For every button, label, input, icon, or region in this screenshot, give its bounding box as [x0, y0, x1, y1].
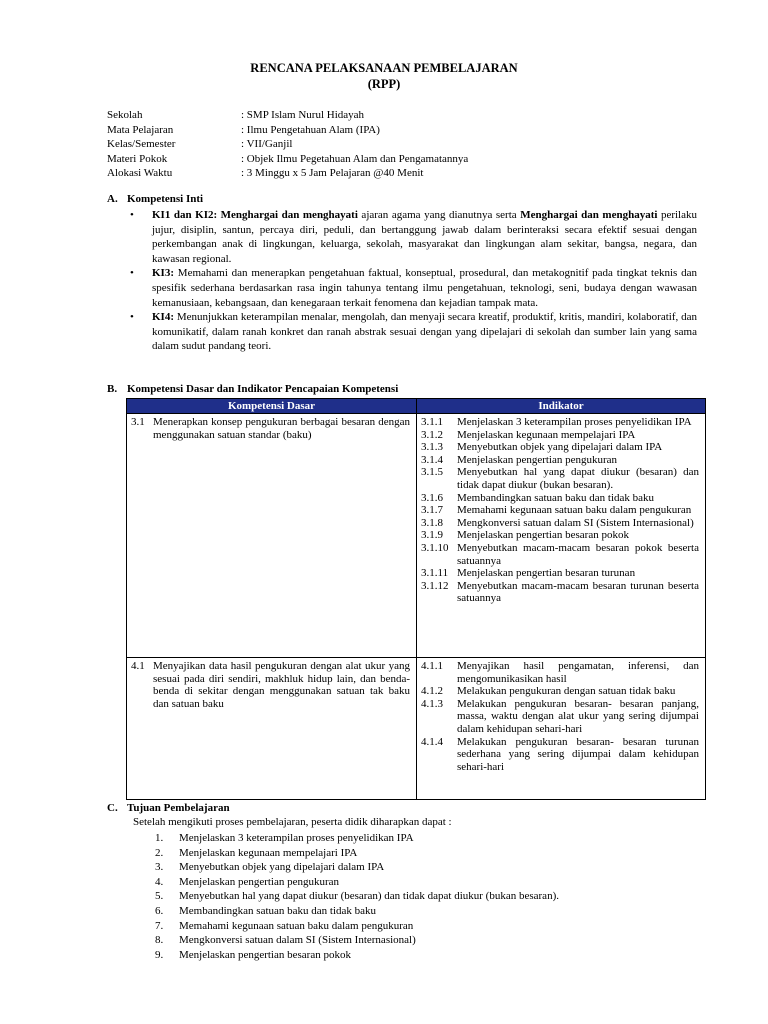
indicator-item [421, 542, 699, 567]
info-label: Sekolah [107, 109, 143, 121]
item-text: Menjelaskan kegunaan mempelajari IPA [179, 846, 358, 859]
indicator-item [421, 529, 699, 542]
ki-text: perilaku jujur, disiplin, santun, percaya diri, peduli, dan bertanggung jawab dalam berinteraksi secara efektif sesuai dengan perkembangan anak di lingkungan, keluarga, sekolah, masyarakat dan lingkungan alam sekitar, bangsa, negara, dan kawasan regional. [152, 209, 697, 265]
title-line-2: (RPP) [367, 77, 401, 91]
indicator-text: Menyebutkan macam-macam besaran pokok beserta satuannya [457, 541, 699, 567]
indicator-number: 3.1.11 [421, 567, 449, 580]
section-c-heading [107, 802, 230, 814]
kd-text: Menyajikan data hasil pengukuran dengan alat ukur yang sesuai pada diri sendiri, makhluk hidup lain, dan benda-benda di sekitar dengan menggunakan satuan tak baku dan satuan baku [153, 660, 410, 710]
document-title [0, 60, 768, 92]
item-text: Menjelaskan pengertian besaran pokok [179, 948, 351, 961]
kd-item [131, 416, 410, 441]
indicator-item [421, 567, 699, 580]
info-row [107, 123, 468, 138]
indicator-number: 3.1.3 [421, 441, 443, 454]
indicator-item [421, 517, 699, 530]
list-item [155, 933, 559, 948]
kd-number: 4.1 [131, 660, 145, 672]
indicator-item [421, 441, 699, 454]
indicator-number: 3.1.4 [421, 453, 443, 466]
indicator-number: 3.1.10 [421, 541, 449, 554]
item-number: 8. [155, 934, 164, 947]
item-text: Menjelaskan 3 keterampilan proses penyelidikan IPA [179, 832, 414, 844]
bullet-icon: • [130, 311, 134, 324]
indicator-number: 3.1.2 [421, 428, 443, 441]
ki-emphasis: Menghargai dan menghayati [520, 209, 658, 221]
kompetensi-inti-list [130, 208, 697, 354]
indicator-number: 4.1.2 [421, 685, 443, 698]
ki-text: ajaran agama yang dianutnya serta [357, 209, 521, 221]
indicator-number: 3.1.7 [421, 504, 443, 517]
indicator-item [421, 492, 699, 505]
ki-label: KI4: [152, 311, 174, 324]
item-number: 3. [155, 861, 164, 874]
indicator-number: 3.1.9 [421, 529, 443, 542]
table-header-row [127, 399, 706, 414]
item-number: 1. [155, 832, 164, 844]
item-number: 7. [155, 919, 164, 932]
section-number: C. [107, 802, 118, 814]
section-number: B. [107, 383, 118, 395]
indicator-text: Melakukan pengukuran dengan satuan tidak baku [457, 685, 676, 698]
list-item [155, 846, 559, 861]
info-row [107, 166, 468, 181]
indicator-text: Menjelaskan pengertian besaran turunan [457, 567, 636, 580]
column-header-indikator: Indikator [417, 399, 706, 414]
item-text: Menyebutkan objek yang dipelajari dalam IPA [179, 861, 385, 874]
indicator-text: Mengkonversi satuan dalam SI (Sistem Internasional) [457, 516, 694, 529]
item-number: 5. [155, 890, 164, 903]
indicator-item [421, 416, 699, 429]
indicator-number: 4.1.4 [421, 735, 443, 748]
indicator-cell [417, 658, 706, 800]
section-a-heading [107, 193, 203, 205]
info-value: : Objek Ilmu Pegetahuan Alam dan Pengamatannya [241, 152, 469, 165]
indicator-item [421, 580, 699, 605]
kd-item [131, 660, 410, 710]
indicator-text: Membandingkan satuan baku dan tidak baku [457, 491, 655, 504]
list-item [155, 904, 559, 919]
indicator-item [421, 466, 699, 491]
indicator-number: 3.1.5 [421, 466, 443, 479]
item-text: Menjelaskan pengertian pengukuran [179, 875, 340, 888]
item-text: Mengkonversi satuan dalam SI (Sistem Internasional) [179, 934, 416, 947]
item-number: 2. [155, 846, 164, 859]
bullet-icon: • [130, 209, 134, 221]
list-item [130, 208, 697, 266]
ki-label: KI3: [152, 267, 174, 280]
list-item [155, 831, 559, 846]
tujuan-intro: Setelah mengikuti proses pembelajaran, peserta didik diharapkan dapat : [133, 816, 452, 828]
indicator-text: Menjelaskan pengertian pengukuran [457, 453, 618, 466]
indicator-item [421, 454, 699, 467]
info-value: : VII/Ganjil [241, 138, 293, 150]
indicator-text: Menjelaskan 3 keterampilan proses penyelidikan IPA [457, 416, 692, 428]
section-title: Kompetensi Inti [127, 193, 204, 205]
indicator-number: 4.1.3 [421, 697, 443, 710]
kd-cell [127, 658, 417, 800]
table-row [127, 414, 706, 658]
indicator-number: 3.1.12 [421, 579, 449, 592]
indicator-text: Melakukan pengukuran besaran- besaran turunan sederhana yang sering dijumpai dalam kehidupan sehari-hari [457, 735, 699, 773]
list-item [155, 860, 559, 875]
kd-text: Menerapkan konsep pengukuran berbagai besaran dengan menggunakan satuan standar (baku) [153, 416, 410, 441]
info-row [107, 137, 468, 152]
item-number: 4. [155, 875, 164, 888]
indicator-item [421, 504, 699, 517]
ki-label: KI1 dan KI2: Menghargai dan menghayati [152, 209, 358, 221]
indicator-text: Menjelaskan kegunaan mempelajari IPA [457, 428, 636, 441]
info-value: : Ilmu Pengetahuan Alam (IPA) [241, 123, 380, 136]
item-text: Memahami kegunaan satuan baku dalam pengukuran [179, 919, 414, 932]
column-header-kd: Kompetensi Dasar [127, 399, 417, 414]
indicator-text: Menjelaskan pengertian besaran pokok [457, 529, 629, 542]
list-item [130, 310, 697, 354]
indicator-number: 3.1.1 [421, 416, 443, 428]
kd-indikator-table [126, 398, 706, 800]
ki-text: Menunjukkan keterampilan menalar, mengolah, dan menyaji secara kreatif, produktif, kritis, mandiri, kolaboratif, dan komunikatif, dalam ranah konkret dan ranah abstrak sesuai dengan yang dipelajari di sekolah dan sumber lain yang sama dalam sudut pandang teori. [152, 311, 697, 353]
indicator-item [421, 736, 699, 774]
info-label: Kelas/Semester [107, 138, 176, 150]
list-item [155, 889, 559, 904]
item-text: Membandingkan satuan baku dan tidak baku [179, 904, 377, 917]
tujuan-list [155, 831, 559, 962]
indicator-item [421, 698, 699, 736]
section-title: Tujuan Pembelajaran [127, 802, 230, 814]
kd-number: 3.1 [131, 416, 145, 428]
list-item [130, 266, 697, 310]
indicator-number: 4.1.1 [421, 660, 443, 672]
indicator-item [421, 685, 699, 698]
identity-block [107, 108, 468, 181]
kd-cell [127, 414, 417, 658]
info-value: : SMP Islam Nurul Hidayah [241, 109, 365, 121]
indicator-text: Menyebutkan hal yang dapat diukur (besaran) dan tidak dapat diukur (bukan besaran). [457, 466, 699, 491]
indicator-text: Menyajikan hasil pengamatan, inferensi, dan mengomunikasikan hasil [457, 660, 699, 685]
info-label: Mata Pelajaran [107, 123, 174, 136]
info-value: : 3 Minggu x 5 Jam Pelajaran @40 Menit [241, 167, 424, 179]
indicator-text: Menyebutkan objek yang dipelajari dalam IPA [457, 441, 663, 454]
list-item [155, 919, 559, 934]
indicator-item [421, 660, 699, 685]
table-row [127, 658, 706, 800]
bullet-icon: • [130, 267, 134, 280]
info-row [107, 152, 468, 167]
indicator-cell [417, 414, 706, 658]
info-row [107, 108, 468, 123]
item-number: 6. [155, 904, 164, 917]
section-number: A. [107, 193, 118, 205]
indicator-number: 3.1.6 [421, 491, 443, 504]
item-text: Menyebutkan hal yang dapat diukur (besaran) dan tidak dapat diukur (bukan besaran). [179, 890, 559, 903]
section-b-heading [107, 383, 398, 395]
ki-text: Memahami dan menerapkan pengetahuan faktual, konseptual, prosedural, dan metakognitif pada tingkat teknis dan spesifik sederhana berdasarkan rasa ingin tahunya tentang ilmu pengetahuan, teknologi, seni, budaya dengan wawasan kemanusiaan, kebangsaan, dan kenegaraan terkait fenomena dan kejadian tampak mata. [152, 267, 697, 309]
item-number: 9. [155, 948, 164, 961]
indicator-text: Menyebutkan macam-macam besaran turunan beserta satuannya [457, 579, 699, 605]
section-title: Kompetensi Dasar dan Indikator Pencapaian Kompetensi [127, 383, 399, 395]
title-line-1: RENCANA PELAKSANAAN PEMBELAJARAN [250, 61, 518, 75]
list-item [155, 875, 559, 890]
info-label: Materi Pokok [107, 152, 168, 165]
indicator-text: Melakukan pengukuran besaran- besaran panjang, massa, waktu dengan alat ukur yang sering dijumpai dalam kehidupan sehari-hari [457, 697, 699, 735]
list-item [155, 948, 559, 963]
indicator-item [421, 429, 699, 442]
info-label: Alokasi Waktu [107, 167, 173, 179]
indicator-text: Memahami kegunaan satuan baku dalam pengukuran [457, 504, 692, 517]
indicator-number: 3.1.8 [421, 516, 443, 529]
